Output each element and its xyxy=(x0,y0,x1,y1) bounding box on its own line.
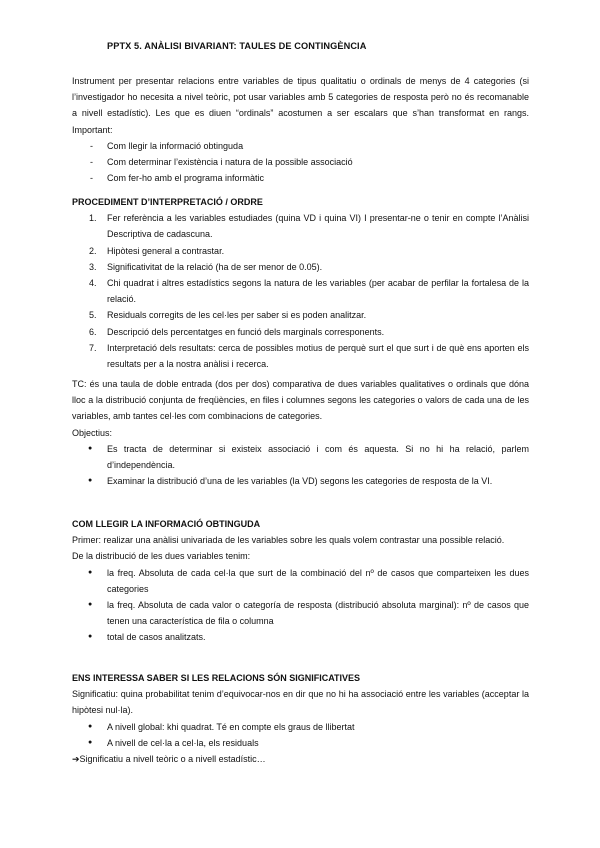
step-number: 7. xyxy=(89,342,97,353)
tc-section xyxy=(72,376,529,489)
step-text: Descripció dels percentatges en funció dels marginals corresponents. xyxy=(107,326,385,337)
section-heading: ENS INTERESSA SABER SI LES RELACIONS SÓN SIGNIFICATIVES xyxy=(72,673,361,683)
list-item xyxy=(72,340,529,372)
step-text: Fer referència a les variables estudiades (quina VD i quina VI) I presentar-ne o tenir en compte l’Anàlisi Descriptiva de cadascuna. xyxy=(107,213,529,240)
tc-paragraph: TC: és una taula de doble entrada (dos per dos) comparativa de dues variables qualitatives o ordinals que dóna lloc a la distribució conjunta de freqüències, en files i columnes segons les categories o valors de cada una de les variables, amb tantes cel·les com combinacions de categories. xyxy=(72,379,529,422)
list-item xyxy=(72,275,529,307)
step-text: Interpretació dels resultats: cerca de possibles motius de perquè surt el que surt i de què ens aporten els resultats per a la nostra anàlisi i recerca. xyxy=(107,342,529,370)
significatives-section xyxy=(72,670,529,767)
section-heading: PROCEDIMENT D’INTERPRETACIÓ / ORDRE xyxy=(72,197,263,207)
step-text: Hipòtesi general a contrastar. xyxy=(107,245,225,256)
step-text: Chi quadrat i altres estadístics segons la natura de les variables (per acabar de perfilar la fortalesa de la relació. xyxy=(107,278,529,305)
list-item: - Com determinar l’existència i natura de la possible associació xyxy=(72,154,529,170)
arrow-note: ➔Significatiu a nivell teòric o a nivell estadístic… xyxy=(72,754,266,765)
list-item: ● la freq. Absoluta de cada valor o categoría de resposta (distribució absoluta marginal): nº de casos que tenen una característica de fila o columna xyxy=(72,597,529,629)
page-title: PPTX 5. ANÀLISI BIVARIANT: TAULES DE CONTINGÈNCIA xyxy=(107,41,367,51)
significatives-list xyxy=(72,719,529,751)
distribucio-list xyxy=(72,565,529,646)
intro-section xyxy=(72,73,529,186)
significatiu-paragraph: Significatiu: quina probabilitat tenim d’equivocar-nos en dir que no hi ha associació entre les variables (acceptar la hipòtesi nul·la). xyxy=(72,689,529,716)
step-number: 6. xyxy=(89,326,97,337)
llegir-section xyxy=(72,516,529,646)
list-item xyxy=(72,243,529,259)
intro-paragraph: Instrument per presentar relacions entre variables de tipus qualitatiu o ordinals de menys de 4 categories (si l’investigador ho necesita a nivel teòric, pot usar variables amb 5 categories de resposta però no és recomanable a nivell estadístic). Les que es diuen “ordinals” acostumen a ser escalars que s’han transformat en rangs. Important: xyxy=(72,76,529,135)
step-number: 5. xyxy=(89,310,97,321)
step-number: 4. xyxy=(89,278,97,289)
distribucio-line: De la distribució de les dues variables tenim: xyxy=(72,551,251,562)
procediment-section xyxy=(72,194,529,372)
section-heading: COM LLEGIR LA INFORMACIÓ OBTINGUDA xyxy=(72,519,261,529)
procediment-steps xyxy=(72,210,529,372)
objectius-label: Objectius: xyxy=(72,427,113,438)
list-item: ● Examinar la distribució d’una de les variables (la VD) segons les categories de resposta de la VI. xyxy=(72,473,529,489)
intro-list xyxy=(72,138,529,187)
step-text: Significativitat de la relació (ha de ser menor de 0.05). xyxy=(107,261,323,272)
list-item xyxy=(72,210,529,242)
step-number: 3. xyxy=(89,261,97,272)
list-item: - Com llegir la informació obtinguda xyxy=(72,138,529,154)
list-item xyxy=(72,324,529,340)
list-item xyxy=(72,259,529,275)
list-item: ● A nivell global: khi quadrat. Té en compte els graus de llibertat xyxy=(72,719,529,735)
list-item: ● total de casos analitzats. xyxy=(72,629,529,645)
objectius-list xyxy=(72,441,529,490)
list-item xyxy=(72,307,529,323)
step-text: Residuals corregits de les cel·les per saber si es poden analitzar. xyxy=(107,310,367,321)
list-item: - Com fer-ho amb el programa informàtic xyxy=(72,170,529,186)
list-item: ● la freq. Absoluta de cada cel·la que surt de la combinació del nº de casos que comparteixen les dues categories xyxy=(72,565,529,597)
list-item: ● A nivell de cel·la a cel·la, els residuals xyxy=(72,735,529,751)
list-item: ● Es tracta de determinar si existeix associació i com és aquesta. Si no hi ha relació, parlem d’independència. xyxy=(72,441,529,473)
step-number: 1. xyxy=(89,213,97,224)
primer-paragraph: Primer: realizar una anàlisi univariada de les variables sobre les quals volem contrastar una possible relació. xyxy=(72,535,505,546)
step-number: 2. xyxy=(89,245,97,256)
